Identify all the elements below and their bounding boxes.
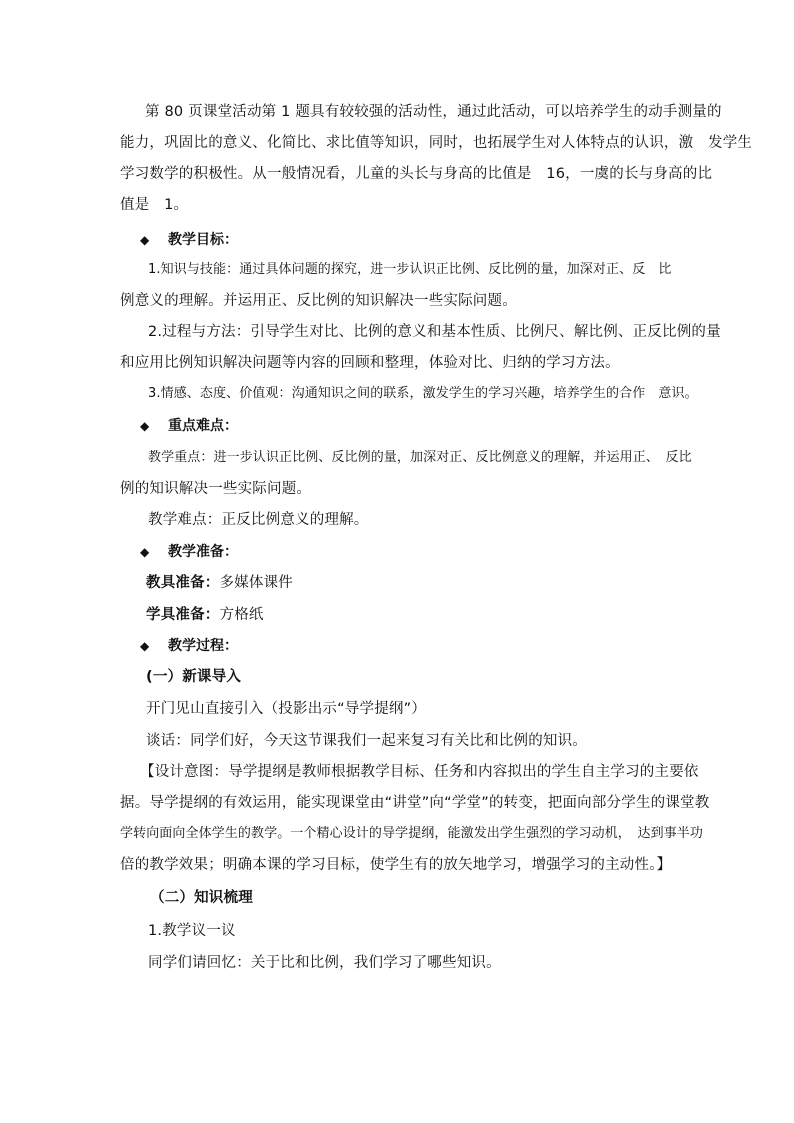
- goals-heading-text: 教学目标：: [168, 232, 238, 248]
- difficulty-line: 教学难点：正反比例意义的理解。: [148, 512, 369, 528]
- student-prep-value: 方格纸: [219, 607, 264, 623]
- goal-2-line-2: 和应用比例知识解决问题等内容的回顾和整理，体验对比、归纳的学习方法。: [120, 355, 620, 371]
- diamond-bullet-icon: ◆: [140, 639, 150, 653]
- section-2-title: （二）知识梳理: [150, 890, 253, 906]
- goal-2-line-1: 2.过程与方法：引导学生对比、比例的意义和基本性质、比例尺、解比例、正反比例的量: [148, 324, 721, 340]
- intro-paragraph-line-4: 值是 1。: [120, 197, 189, 213]
- key-point-line-2: 例的知识解决一些实际问题。: [120, 481, 312, 497]
- intro-line: 开门见山直接引入（投影出示“导学提纲”）: [146, 701, 427, 717]
- student-prep-line: [146, 605, 264, 625]
- preparation-heading: [140, 542, 238, 562]
- talk-line: 谈话：同学们好，今天这节课我们一起来复习有关比和比例的知识。: [146, 733, 587, 749]
- key-points-heading-text: 重点难点：: [168, 418, 238, 434]
- goal-1-line-1: 1.知识与技能：通过具体问题的探究，进一步认识正比例、反比例的量，加深对正、反 比: [148, 262, 672, 277]
- key-point-line-1: 教学重点：进一步认识正比例、反比例的量，加深对正、反比例意义的理解，并运用正、 反比: [148, 450, 692, 465]
- process-heading-text: 教学过程：: [168, 638, 238, 654]
- item-1-text: 同学们请回忆：关于比和比例，我们学习了哪些知识。: [148, 955, 501, 971]
- student-prep-label: 学具准备：: [146, 607, 220, 623]
- design-intent-line-4: 倍的教学效果；明确本课的学习目标，使学生有的放矢地学习，增强学习的主动性。】: [120, 857, 672, 873]
- design-intent-line-1: 【设计意图：导学提纲是教师根据教学目标、任务和内容拟出的学生自主学习的主要依: [140, 764, 699, 780]
- key-points-heading: [140, 416, 238, 436]
- teacher-prep-label: 教具准备：: [146, 575, 220, 591]
- teacher-prep-value: 多媒体课件: [219, 575, 293, 591]
- process-heading: [140, 636, 238, 656]
- intro-paragraph-line-1: 第 80 页课堂活动第 1 题具有较较强的活动性，通过此活动，可以培养学生的动手测量的: [145, 104, 722, 120]
- design-intent-line-3: 学转向面向全体学生的教学。一个精心设计的导学提纲，能激发出学生强烈的学习动机， 达到事半功: [120, 826, 704, 841]
- section-1-title: (一）新课导入: [146, 669, 242, 685]
- teacher-prep-line: [146, 573, 293, 593]
- intro-paragraph-line-2: 能力，巩固比的意义、化简比、求比值等知识，同时，也拓展学生对人体特点的认识，激 发学生: [120, 135, 753, 151]
- diamond-bullet-icon: ◆: [140, 233, 150, 247]
- goal-1-line-2: 例意义的理解。并运用正、反比例的知识解决一些实际问题。: [120, 293, 517, 309]
- goals-heading: [140, 230, 238, 250]
- diamond-bullet-icon: ◆: [140, 419, 150, 433]
- design-intent-line-2: 据。导学提纲的有效运用，能实现课堂由“讲堂”向“学堂”的转变，把面向部分学生的课堂教: [120, 795, 710, 811]
- intro-paragraph-line-3: 学习数学的积极性。从一般情况看，儿童的头长与身高的比值是 16，一虞的长与身高的比: [120, 166, 713, 182]
- preparation-heading-text: 教学准备：: [168, 544, 238, 560]
- goal-3: 3.情感、态度、价值观：沟通知识之间的联系，激发学生的学习兴趣，培养学生的合作 意识。: [148, 386, 698, 401]
- item-1-title: 1.教学议一议: [148, 923, 236, 939]
- diamond-bullet-icon: ◆: [140, 545, 150, 559]
